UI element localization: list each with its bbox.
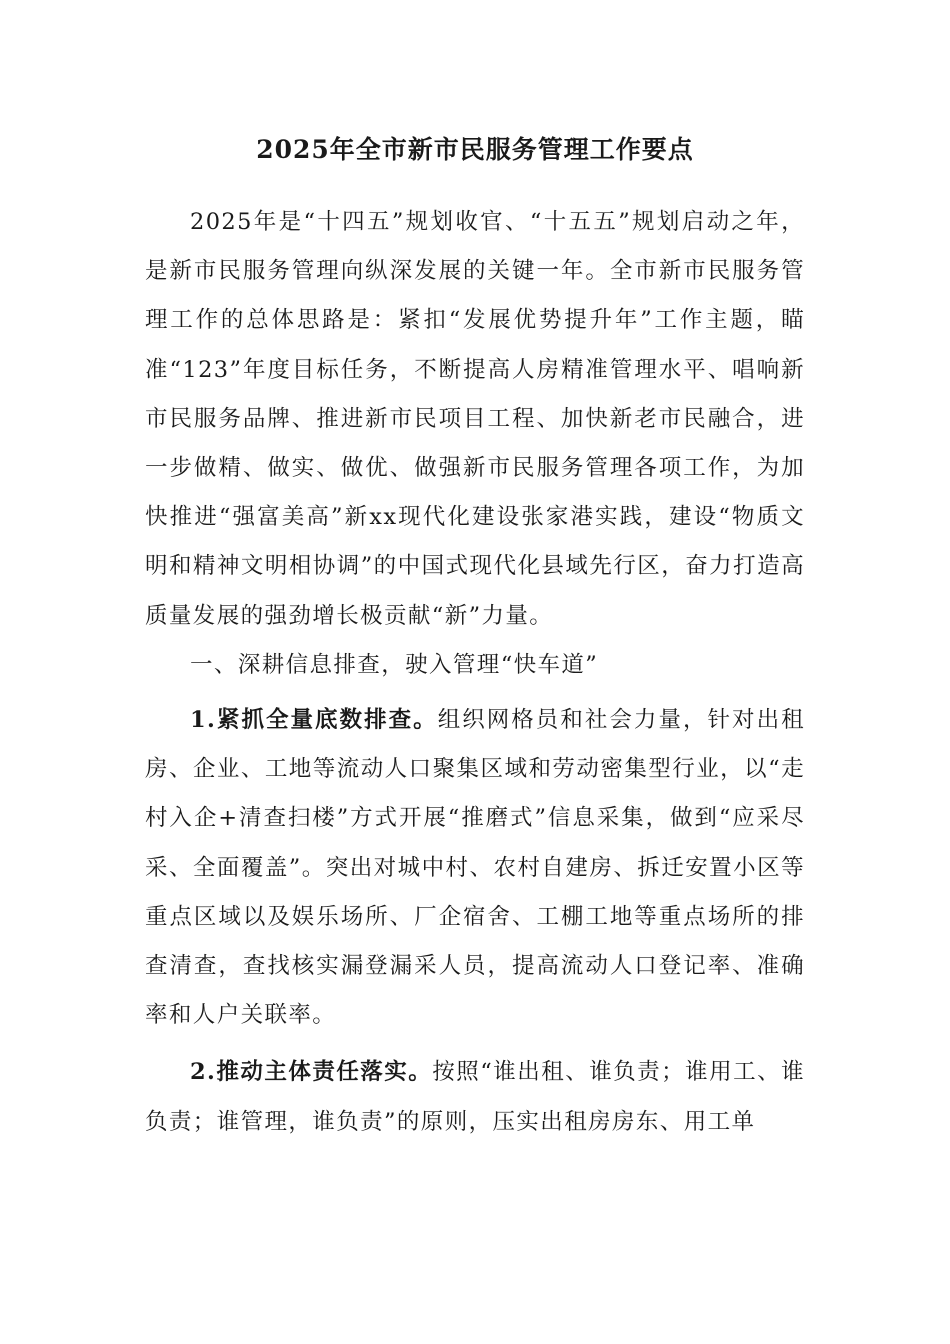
list-item <box>145 696 805 1040</box>
list-item <box>145 1048 805 1146</box>
section-heading: 一、深耕信息排查，驶入管理“快车道” <box>190 651 599 678</box>
item-lead: 2.推动主体责任落实。 <box>190 1059 433 1086</box>
item-lead: 1.紧抓全量底数排查。 <box>190 707 438 734</box>
document-page <box>145 128 805 1155</box>
item-text: 按照“谁出租、谁负责；谁用工、谁负责；谁管理，谁负责”的原则，压实出租房房东、用工单 <box>145 1059 806 1135</box>
intro-paragraph: 2025年是“十四五”规划收官、“十五五”规划启动之年，是新市民服务管理向纵深发展的关键一年。全市新市民服务管理工作的总体思路是：紧扣“发展优势提升年”工作主题，瞄准“123”年度目标任务，不断提高人房精准管理水平、唱响新市民服务品牌、推进新市民项目工程、加快新老市民融合，进一步做精、做实、做优、做强新市民服务管理各项工作，为加快推进“强富美高”新xx现代化建设张家港实践，建设“物质文明和精神文明相协调”的中国式现代化县域先行区，奋力打造高质量发展的强劲增长极贡献“新”力量。 <box>145 209 805 629</box>
item-text: 组织网格员和社会力量，针对出租房、企业、工地等流动人口聚集区域和劳动密集型行业，以“走村入企+清查扫楼”方式开展“推磨式”信息采集，做到“应采尽采、全面覆盖”。突出对城中村、农村自建房、拆迁安置小区等重点区域以及娱乐场所、厂企宿舍、工棚工地等重点场所的排查清查，查找核实漏登漏采人员，提高流动人口登记率、准确率和人户关联率。 <box>145 707 805 1029</box>
document-title: 2025年全市新市民服务管理工作要点 <box>256 135 694 164</box>
